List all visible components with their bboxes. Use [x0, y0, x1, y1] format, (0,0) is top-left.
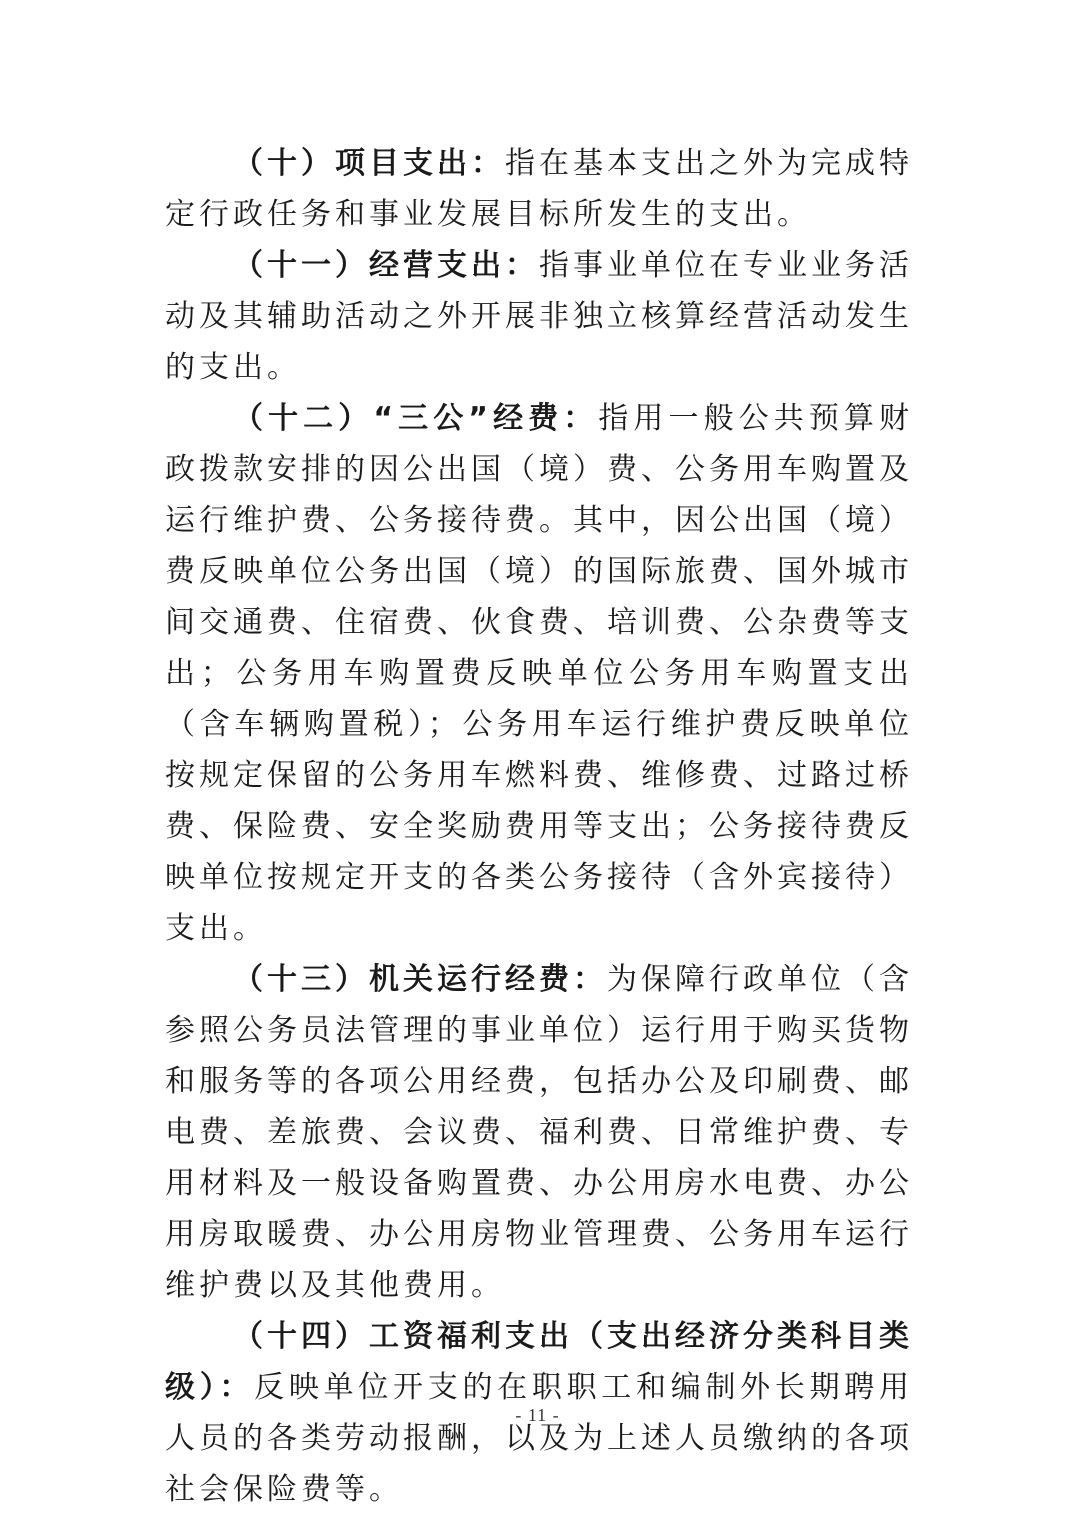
paragraph-agency-operating-funds [165, 954, 913, 1311]
paragraph-operating-expenditure [165, 240, 913, 393]
paragraph-text: 指事业单位在专业业务活动及其辅助活动之外开展非独立核算经营活动发生的支出。 [165, 248, 913, 385]
term-heading: （十一）经营支出： [233, 248, 539, 283]
paragraph-text: 指在基本支出之外为完成特定行政任务和事业发展目标所发生的支出。 [165, 146, 913, 232]
paragraph-project-expenditure [165, 138, 913, 240]
page-number: - 11 - [515, 1405, 560, 1425]
paragraph-text: 为保障行政单位（含参照公务员法管理的事业单位）运行用于购买货物和服务等的各项公用经费，包括办公及印刷费、邮电费、差旅费、会议费、福利费、日常维护费、专用材料及一般设备购置费、办公用房水电费、办公用房取暖费、办公用房物业管理费、公务用车运行维护费以及其他费用。 [165, 962, 913, 1303]
document-body [165, 138, 913, 1515]
paragraph-text: 反映单位开支的在职职工和编制外长期聘用人员的各类劳动报酬，以及为上述人员缴纳的各项社会保险费等。 [165, 1370, 914, 1507]
term-heading: （十三）机关运行经费： [233, 962, 607, 997]
term-heading: （十四）工资福利支出（支出经济分类科目类级）： [165, 1319, 913, 1405]
term-heading: （十二）“三公”经费： [233, 401, 599, 436]
paragraph-text: 指用一般公共预算财政拨款安排的因公出国（境）费、公务用车购置及运行维护费、公务接待费。其中，因公出国（境）费反映单位公务出国（境）的国际旅费、国外城市间交通费、住宿费、伙食费、培训费、公杂费等支出；公务用车购置费反映单位公务用车购置支出（含车辆购置税）；公务用车运行维护费反映单位按规定保留的公务用车燃料费、维修费、过路过桥费、保险费、安全奖励费用等支出；公务接待费反映单位按规定开支的各类公务接待（含外宾接待）支出。 [165, 401, 914, 946]
term-heading: （十）项目支出： [233, 146, 505, 181]
paragraph-three-public-expenses [165, 393, 913, 954]
